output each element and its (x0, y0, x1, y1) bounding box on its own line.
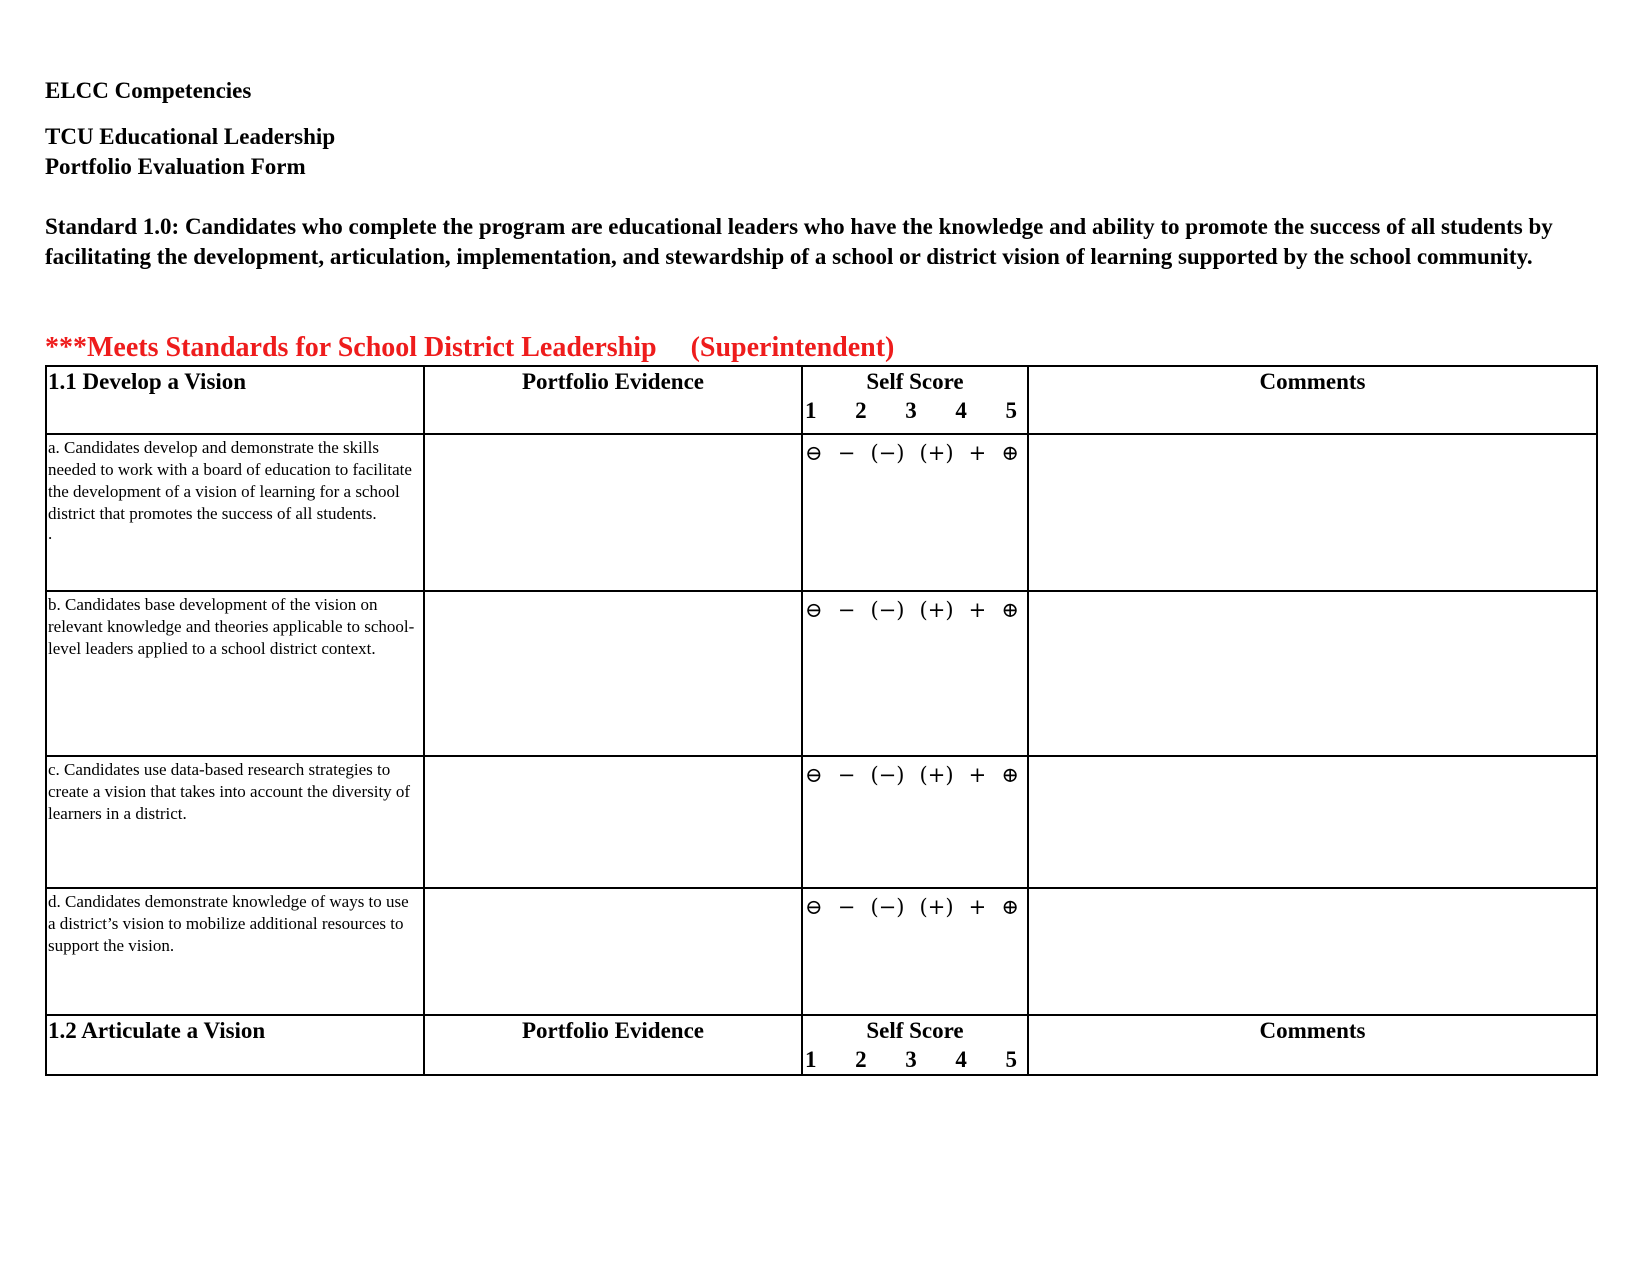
portfolio-evidence-cell[interactable] (424, 888, 802, 1015)
criterion-row (46, 756, 1597, 888)
criterion-text: a. Candidates develop and demonstrate the skills needed to work with a board of education to facilitate the development of a vision of learning for a school district that promotes the success of all students. (48, 438, 412, 523)
score-number: 1 (805, 398, 817, 423)
score-scale (803, 435, 1027, 465)
self-score-header (802, 1015, 1028, 1075)
comments-cell[interactable] (1028, 591, 1597, 756)
section-title: 1.1 Develop a Vision (46, 366, 424, 434)
score-option-circled-minus[interactable]: ⊖ (805, 763, 823, 787)
score-option-paren-plus[interactable]: (+) (919, 441, 954, 465)
portfolio-evidence-cell[interactable] (424, 434, 802, 591)
score-scale (803, 757, 1027, 787)
section-header-row (46, 1015, 1597, 1075)
score-option-paren-minus[interactable]: (−) (870, 598, 905, 622)
score-option-circled-minus[interactable]: ⊖ (805, 895, 823, 919)
self-score-cell (802, 888, 1028, 1015)
score-number: 4 (955, 398, 967, 423)
criterion-text: b. Candidates base development of the vision on relevant knowledge and theories applicable to school-level leaders applied to a school district context. (48, 595, 415, 658)
criterion-row (46, 888, 1597, 1015)
self-score-cell (802, 756, 1028, 888)
score-scale (803, 889, 1027, 919)
criterion-text: c. Candidates use data-based research strategies to create a vision that takes into account the diversity of learners in a district. (48, 760, 411, 823)
score-option-plus[interactable]: + (968, 598, 987, 622)
score-option-circled-minus[interactable]: ⊖ (805, 441, 823, 465)
evaluation-table (45, 365, 1598, 1076)
score-option-minus[interactable]: − (837, 763, 856, 787)
comments-header: Comments (1028, 366, 1597, 434)
form-name: Portfolio Evaluation Form (45, 154, 306, 179)
comments-cell[interactable] (1028, 434, 1597, 591)
score-number: 1 (805, 1047, 817, 1072)
score-number: 4 (955, 1047, 967, 1072)
section-title: 1.2 Articulate a Vision (46, 1015, 424, 1075)
criterion-row (46, 591, 1597, 756)
section-header-row (46, 366, 1597, 434)
score-option-paren-minus[interactable]: (−) (870, 763, 905, 787)
portfolio-evidence-header: Portfolio Evidence (424, 1015, 802, 1075)
self-score-header (802, 366, 1028, 434)
self-score-cell (802, 434, 1028, 591)
score-option-paren-plus[interactable]: (+) (919, 763, 954, 787)
comments-cell[interactable] (1028, 888, 1597, 1015)
score-option-minus[interactable]: − (837, 441, 856, 465)
score-option-plus[interactable]: + (968, 441, 987, 465)
score-option-circled-minus[interactable]: ⊖ (805, 598, 823, 622)
score-number: 5 (1005, 1047, 1017, 1072)
meets-standards-text: ***Meets Standards for School District Leadership (45, 332, 657, 363)
comments-header: Comments (1028, 1015, 1597, 1075)
superintendent-label: (Superintendent) (690, 332, 895, 363)
score-option-circled-plus[interactable]: ⊕ (1001, 763, 1019, 787)
portfolio-evidence-cell[interactable] (424, 591, 802, 756)
score-option-paren-plus[interactable]: (+) (919, 895, 954, 919)
score-option-minus[interactable]: − (837, 598, 856, 622)
meets-standards-banner (45, 332, 894, 364)
score-option-plus[interactable]: + (968, 895, 987, 919)
score-option-circled-plus[interactable]: ⊕ (1001, 441, 1019, 465)
self-score-label: Self Score (866, 369, 964, 394)
criterion-text: d. Candidates demonstrate knowledge of ways to use a district’s vision to mobilize additional resources to support the vision. (48, 892, 409, 955)
score-option-circled-plus[interactable]: ⊕ (1001, 598, 1019, 622)
score-number: 2 (855, 1047, 867, 1072)
score-number: 2 (855, 398, 867, 423)
score-option-plus[interactable]: + (968, 763, 987, 787)
score-number: 3 (905, 398, 917, 423)
self-score-cell (802, 591, 1028, 756)
criterion-text-cell (46, 434, 424, 591)
criterion-trailing-mark: . (48, 524, 53, 543)
program-name: TCU Educational Leadership (45, 124, 336, 149)
score-numbers (803, 1046, 1027, 1074)
score-scale (803, 592, 1027, 622)
score-option-minus[interactable]: − (837, 895, 856, 919)
score-number: 5 (1005, 398, 1017, 423)
standard-statement: Standard 1.0: Candidates who complete the program are educational leaders who have the knowledge and ability to promote the success of all students by facilitating the development, articulation, implementation, and stewardship of a school or district vision of learning supported by the school community. (45, 214, 1553, 269)
score-option-paren-plus[interactable]: (+) (919, 598, 954, 622)
document-title: ELCC Competencies (45, 78, 252, 103)
score-option-paren-minus[interactable]: (−) (870, 441, 905, 465)
comments-cell[interactable] (1028, 756, 1597, 888)
score-option-circled-plus[interactable]: ⊕ (1001, 895, 1019, 919)
self-score-label: Self Score (866, 1018, 964, 1043)
portfolio-evidence-header: Portfolio Evidence (424, 366, 802, 434)
criterion-text-cell (46, 756, 424, 888)
score-option-paren-minus[interactable]: (−) (870, 895, 905, 919)
criterion-text-cell (46, 591, 424, 756)
criterion-row (46, 434, 1597, 591)
score-number: 3 (905, 1047, 917, 1072)
portfolio-evidence-cell[interactable] (424, 756, 802, 888)
score-numbers (803, 397, 1027, 425)
criterion-text-cell (46, 888, 424, 1015)
